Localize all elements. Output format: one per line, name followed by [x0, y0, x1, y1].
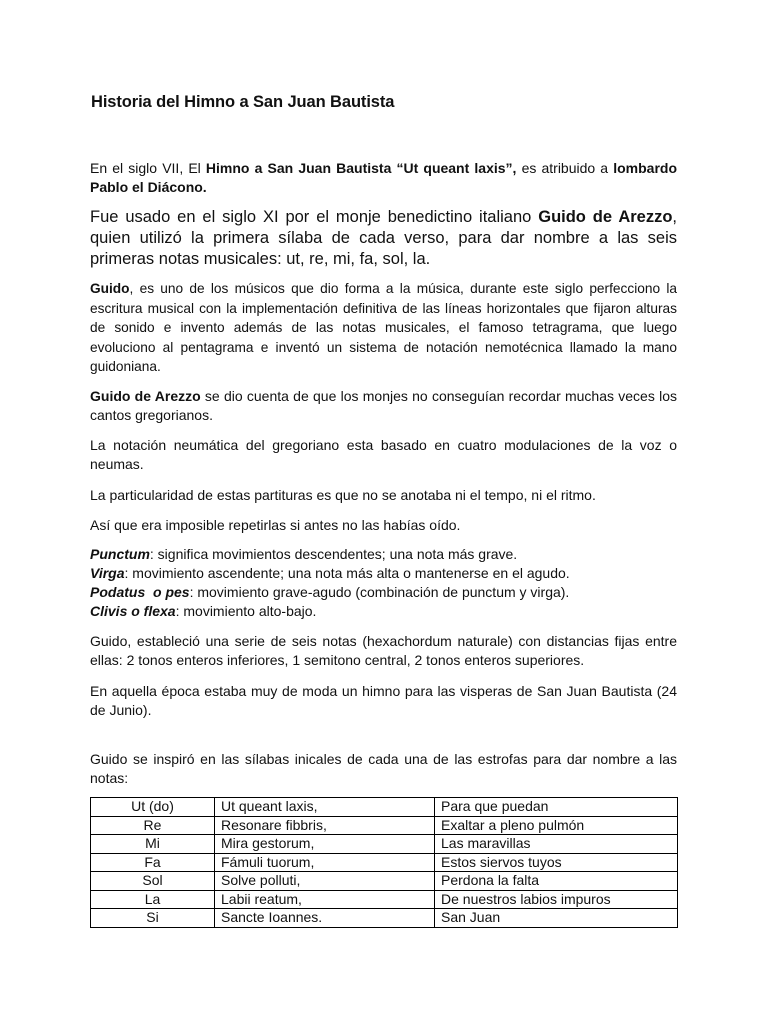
neuma-desc: : significa movimientos descendentes; una nota más grave. — [149, 546, 518, 562]
notes-table — [90, 797, 678, 928]
neuma-term: Podatus o pes — [90, 584, 190, 600]
text: es atribuido a — [516, 160, 614, 176]
paragraph-guido-usage — [90, 207, 677, 270]
neuma-term: Clivis o flexa — [90, 603, 176, 619]
translation-cell: San Juan — [435, 909, 678, 928]
neumas-list — [90, 545, 677, 621]
bold-text: Guido de Arezzo — [90, 388, 201, 404]
latin-verse-cell: Labii reatum, — [215, 890, 435, 909]
note-name-cell: Sol — [91, 872, 215, 891]
table-row — [91, 872, 678, 891]
paragraph-inspiration: Guido se inspiró en las sílabas inicales de cada una de las estrofas para dar nombre a las notas: — [90, 751, 677, 786]
notes-table-body — [91, 798, 678, 928]
translation-cell: Perdona la falta — [435, 872, 678, 891]
table-row — [91, 816, 678, 835]
note-name-cell: Fa — [91, 853, 215, 872]
paragraph-himno: En aquella época estaba muy de moda un himno para las visperas de San Juan Bautista (24 de Junio). — [90, 683, 677, 718]
table-row — [91, 853, 678, 872]
paragraph-impossible: Así que era imposible repetirlas si antes no las habías oído. — [90, 517, 461, 533]
paragraph-guido-bio — [90, 279, 677, 377]
text: , es uno de los músicos que dio forma a la música, durante este siglo perfecciono la escritura musical con la implementación definitiva de las líneas horizontales que fijaron alturas de sonido e invento además de las notas musicales, el famoso tetragrama, que luego evoluciono al pentagrama e inventó un sistema de notación nemotécnica llamado la mano guidoniana. — [90, 281, 677, 374]
neuma-item — [90, 564, 677, 583]
bold-text: Guido de Arezzo — [538, 208, 673, 226]
table-row — [91, 909, 678, 928]
latin-verse-cell: Sancte Ioannes. — [215, 909, 435, 928]
paragraph-particularity: La particularidad de estas partituras es que no se anotaba ni el tempo, ni el ritmo. — [90, 487, 596, 503]
paragraph-origin — [90, 159, 677, 197]
text: , quien utilizó la primera sílaba de cada verso, para dar nombre a las seis primeras notas musicales: ut, re, mi, fa, sol, la. — [90, 208, 677, 268]
note-name-cell: Ut (do) — [91, 798, 215, 817]
neuma-desc: : movimiento alto-bajo. — [175, 603, 317, 619]
note-name-cell: La — [91, 890, 215, 909]
neuma-desc: : movimiento ascendente; una nota más alta o mantenerse en el agudo. — [124, 565, 570, 581]
paragraph-monks — [90, 387, 677, 425]
table-row — [91, 798, 678, 817]
neuma-term: Virga — [90, 565, 125, 581]
paragraph-hexachordum: Guido, estableció una serie de seis notas (hexachordum naturale) con distancias fijas entre ellas: 2 tonos enteros inferiores, 1 semitono central, 2 tonos enteros superiores. — [90, 633, 677, 668]
note-name-cell: Mi — [91, 835, 215, 854]
translation-cell: Para que puedan — [435, 798, 678, 817]
bold-text: Guido — [90, 281, 130, 296]
table-row — [91, 835, 678, 854]
note-name-cell: Re — [91, 816, 215, 835]
neuma-item — [90, 545, 677, 564]
neuma-item — [90, 602, 677, 621]
neuma-desc: : movimiento grave-agudo (combinación de punctum y virga). — [189, 584, 570, 600]
neuma-item — [90, 583, 677, 602]
text: En el siglo VII, El — [90, 160, 206, 176]
table-row — [91, 890, 678, 909]
latin-verse-cell: Solve polluti, — [215, 872, 435, 891]
translation-cell: De nuestros labios impuros — [435, 890, 678, 909]
translation-cell: Estos siervos tuyos — [435, 853, 678, 872]
bold-text: Himno a San Juan Bautista “Ut queant laxis”, — [205, 160, 517, 176]
text: se dio cuenta de que los monjes no conseguían recordar muchas veces los cantos gregorianos. — [90, 388, 677, 423]
paragraph-neumatic: La notación neumática del gregoriano esta basado en cuatro modulaciones de la voz o neumas. — [90, 437, 677, 472]
latin-verse-cell: Fámuli tuorum, — [215, 853, 435, 872]
note-name-cell: Si — [91, 909, 215, 928]
latin-verse-cell: Resonare fibbris, — [215, 816, 435, 835]
latin-verse-cell: Mira gestorum, — [215, 835, 435, 854]
document-title: Historia del Himno a San Juan Bautista — [91, 93, 395, 111]
translation-cell: Exaltar a pleno pulmón — [435, 816, 678, 835]
translation-cell: Las maravillas — [435, 835, 678, 854]
neuma-term: Punctum — [90, 546, 150, 562]
text: Fue usado en el siglo XI por el monje benedictino italiano — [90, 208, 539, 226]
bold-text: lombardo Pablo el Diácono. — [90, 160, 678, 195]
latin-verse-cell: Ut queant laxis, — [215, 798, 435, 817]
